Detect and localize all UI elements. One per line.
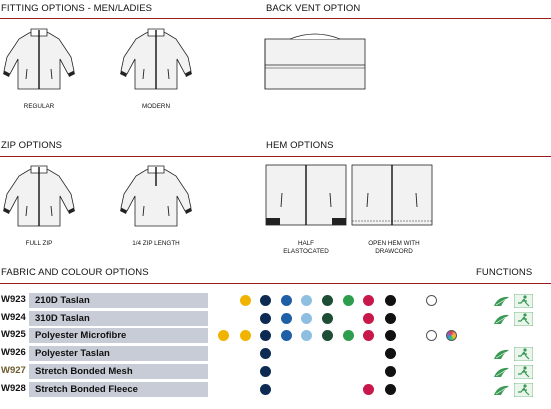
colour-swatch-darkgreen: [322, 313, 333, 324]
fabric-row: [0, 346, 551, 362]
back-vent-jacket-icon: [264, 27, 368, 91]
colour-swatch-navy: [260, 313, 271, 324]
regular-fit-jacket-icon: [1, 27, 77, 91]
fabric-colour-title: FABRIC AND COLOUR OPTIONS: [1, 267, 149, 278]
fabric-name: 210D Taslan: [35, 295, 90, 306]
fitting-caption-regular: REGULAR: [23, 103, 55, 110]
function-leaf-icon: [492, 294, 511, 308]
zip-options-title: ZIP OPTIONS: [1, 140, 63, 151]
function-runner-icon: [514, 312, 533, 326]
function-leaf-icon: [492, 347, 511, 361]
fabric-row: [0, 293, 551, 309]
colour-swatch-lightblue: [301, 313, 312, 324]
fabric-name-bar: [29, 293, 208, 308]
fabric-code: W924: [1, 311, 26, 323]
fitting-options-title: FITTING OPTIONS - MEN/LADIES: [1, 3, 153, 14]
half-elastocated-hem-icon: [264, 163, 348, 231]
section-rule: [0, 156, 551, 157]
colour-swatch-red: [363, 295, 374, 306]
fabric-row: [0, 364, 551, 380]
fabric-code: W927: [1, 364, 26, 376]
function-runner-icon: [514, 294, 533, 308]
function-leaf-icon: [492, 312, 511, 326]
fabric-name-bar: [29, 346, 208, 361]
fabric-code: W923: [1, 294, 26, 305]
colour-swatch-black: [385, 348, 396, 359]
fabric-name: Polyester Taslan: [35, 348, 110, 360]
colour-swatch-blue: [281, 295, 292, 306]
colour-swatch-darkgreen: [322, 330, 333, 341]
function-runner-icon: [514, 365, 533, 379]
colour-swatch-darkgreen: [322, 295, 333, 306]
hem-caption-open-drawcord: OPEN HEM WITH DRAWCORD: [368, 240, 420, 255]
function-leaf-icon: [492, 383, 511, 397]
fabric-row: [0, 382, 551, 398]
fabric-name: Stretch Bonded Fleece: [35, 383, 138, 395]
colour-swatch-navy: [260, 330, 271, 341]
colour-swatch-black: [385, 330, 396, 341]
fitting-caption-modern: MODERN: [142, 103, 170, 110]
fabric-row: [0, 328, 551, 344]
function-runner-icon: [514, 347, 533, 361]
function-leaf-icon: [492, 365, 511, 379]
colour-swatch-white: [426, 295, 437, 306]
colour-swatch-green: [343, 330, 354, 341]
functions-title: FUNCTIONS: [476, 267, 533, 278]
colour-swatch-multicolour: [446, 330, 457, 341]
hem-caption-half-elastocated: HALF ELASTOCATED: [283, 240, 329, 255]
fabric-name: Stretch Bonded Mesh: [35, 365, 133, 377]
colour-swatch-red: [363, 313, 374, 324]
colour-swatch-black: [385, 366, 396, 377]
colour-swatch-black: [385, 295, 396, 306]
modern-fit-jacket-icon: [118, 27, 194, 91]
fabric-name-bar: [29, 382, 208, 397]
colour-swatch-yellow: [240, 330, 251, 341]
colour-swatch-blue: [281, 313, 292, 324]
colour-swatch-lightblue: [301, 330, 312, 341]
zip-caption-full: FULL ZIP: [25, 240, 53, 247]
colour-swatch-navy: [260, 366, 271, 377]
colour-swatch-yellow: [218, 330, 229, 341]
full-zip-jacket-icon: [1, 164, 77, 228]
colour-swatch-navy: [260, 348, 271, 359]
fabric-name-bar: [29, 328, 208, 343]
zip-caption-quarter: 1/4 ZIP LENGTH: [132, 240, 180, 247]
colour-swatch-yellow: [240, 295, 251, 306]
fabric-name: 310D Taslan: [35, 312, 90, 324]
colour-swatch-white: [426, 330, 437, 341]
fabric-code: W925: [1, 329, 26, 341]
colour-swatch-navy: [260, 295, 271, 306]
open-hem-drawcord-icon: [350, 163, 434, 231]
quarter-zip-jacket-icon: [118, 164, 194, 228]
fabric-code: W926: [1, 347, 26, 359]
colour-swatch-navy: [260, 384, 271, 395]
fabric-row: [0, 311, 551, 327]
colour-swatch-red: [363, 384, 374, 395]
fabric-code: W928: [1, 382, 26, 394]
colour-swatch-black: [385, 313, 396, 324]
fabric-name-bar: [29, 364, 208, 379]
fabric-name-bar: [29, 311, 208, 326]
hem-options-title: HEM OPTIONS: [266, 140, 334, 151]
section-rule: [0, 283, 551, 284]
function-runner-icon: [514, 383, 533, 397]
colour-swatch-black: [385, 384, 396, 395]
section-rule: [0, 18, 551, 19]
colour-swatch-blue: [281, 330, 292, 341]
colour-swatch-green: [343, 295, 354, 306]
colour-swatch-red: [363, 330, 374, 341]
colour-swatch-lightblue: [301, 295, 312, 306]
back-vent-title: BACK VENT OPTION: [266, 3, 361, 14]
fabric-name: Polyester Microfibre: [35, 330, 127, 342]
